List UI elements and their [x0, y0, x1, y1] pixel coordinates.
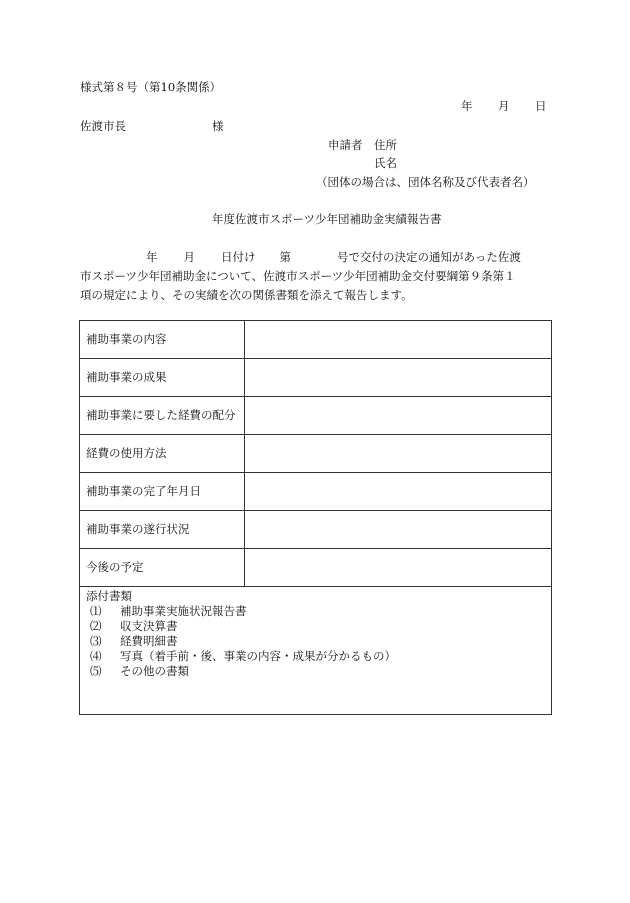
addressee-name: 佐渡市長: [80, 119, 126, 133]
table-row: [80, 473, 552, 511]
row-value-field[interactable]: [245, 397, 552, 435]
body-day: 日付け: [221, 250, 256, 264]
attachment-text: 収支決算書: [120, 619, 178, 633]
body-paragraph: [80, 248, 552, 305]
table-row: [80, 397, 552, 435]
report-title: 年度佐渡市スポーツ少年団補助金実績報告書: [212, 212, 442, 226]
attachment-number: ⑵: [90, 619, 102, 633]
attachments-list: [86, 589, 545, 679]
attachment-number: ⑷: [90, 649, 102, 663]
table-row: [80, 359, 552, 397]
row-label: 今後の予定: [80, 549, 245, 587]
attachment-text: 経費明細書: [120, 634, 178, 648]
body-line-1-tail: 号で交付の決定の通知があった佐渡: [337, 250, 521, 264]
row-value-field[interactable]: [245, 435, 552, 473]
date-month-label: 月: [498, 99, 510, 113]
applicant-note: （団体の場合は、団体名称及び代表者名）: [316, 175, 535, 189]
body-line-3: 項の規定により、その実績を次の関係書類を添えて報告します。: [80, 288, 413, 302]
attachment-text: その他の書類: [120, 664, 189, 678]
attachment-item: [86, 619, 545, 634]
report-table: [79, 320, 552, 715]
body-year: 年: [146, 250, 158, 264]
applicant-name-label: 氏名: [374, 156, 397, 170]
attachments-heading: 添付書類: [86, 589, 132, 603]
row-label: 補助事業の遂行状況: [80, 511, 245, 549]
body-line-2: 市スポーツ少年団補助金について、佐渡市スポーツ少年団補助金交付要綱第９条第１: [80, 269, 516, 283]
row-value-field[interactable]: [245, 321, 552, 359]
addressee-honorific: 様: [212, 119, 224, 133]
table-row: [80, 321, 552, 359]
row-value-field[interactable]: [245, 473, 552, 511]
date-year-label: 年: [461, 99, 473, 113]
body-month: 月: [183, 250, 195, 264]
attachment-number: ⑴: [90, 604, 102, 618]
attachment-item: [86, 664, 545, 679]
attachment-item: [86, 634, 545, 649]
attachment-number: ⑶: [90, 634, 102, 648]
row-label: 補助事業の内容: [80, 321, 245, 359]
attachments-row: [80, 587, 552, 715]
body-no: 第: [279, 250, 291, 264]
attachment-number: ⑸: [90, 664, 102, 678]
table-row: [80, 549, 552, 587]
row-value-field[interactable]: [245, 359, 552, 397]
attachments-cell: [80, 587, 552, 715]
applicant-label: 申請者: [328, 138, 363, 152]
row-label: 補助事業の完了年月日: [80, 473, 245, 511]
row-label: 補助事業に要した経費の配分: [80, 397, 245, 435]
body-line-1: [80, 248, 552, 267]
attachment-text: 補助事業実施状況報告書: [120, 604, 247, 618]
row-label: 補助事業の成果: [80, 359, 245, 397]
row-label: 経費の使用方法: [80, 435, 245, 473]
attachment-item: [86, 604, 545, 619]
applicant-address-label: 住所: [374, 138, 397, 152]
row-value-field[interactable]: [245, 549, 552, 587]
table-row: [80, 511, 552, 549]
attachment-item: [86, 649, 545, 664]
row-value-field[interactable]: [245, 511, 552, 549]
table-row: [80, 435, 552, 473]
attachment-text: 写真（着手前・後、事業の内容・成果が分かるもの）: [120, 649, 396, 663]
date-day-label: 日: [535, 99, 547, 113]
form-number: 様式第８号（第10条関係）: [80, 80, 222, 94]
